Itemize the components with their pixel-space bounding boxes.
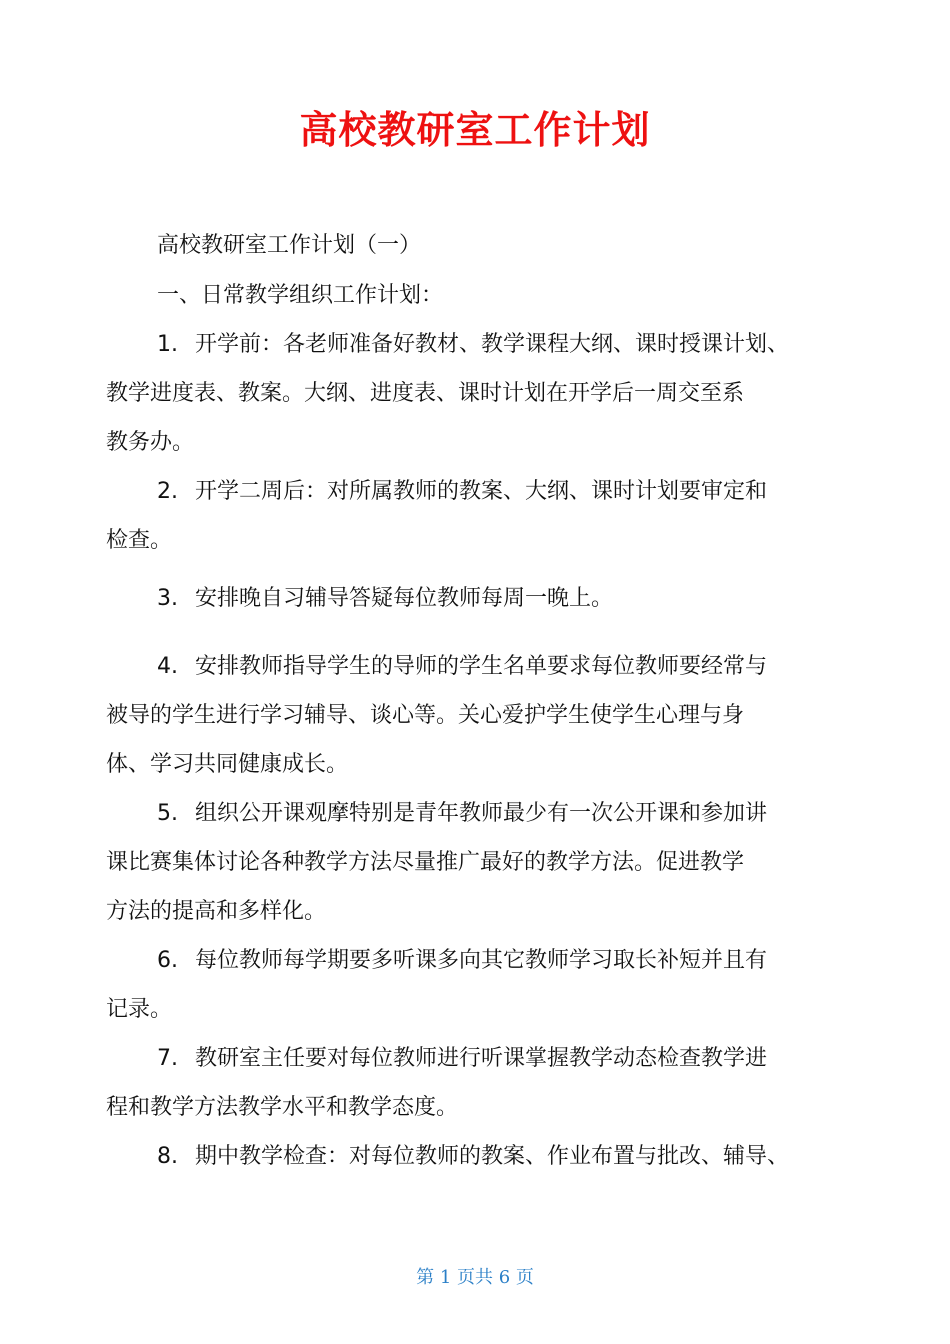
list-item-1	[157, 330, 789, 360]
item-number: 8.	[157, 1144, 178, 1169]
item-text-continued: 课比赛集体讨论各种教学方法尽量推广最好的教学方法。促进教学	[106, 850, 745, 875]
item-text-continued: 体、学习共同健康成长。	[106, 752, 349, 777]
item-number: 3.	[157, 586, 178, 611]
list-item-4	[157, 652, 767, 682]
list-item-2	[157, 477, 767, 507]
list-item-3	[157, 584, 613, 614]
item-text: 安排教师指导学生的导师的学生名单要求每位教师要经常与	[195, 654, 768, 679]
item-number: 1.	[157, 332, 178, 357]
item-number: 7.	[157, 1046, 178, 1071]
item-text: 开学前：各老师准备好教材、教学课程大纲、课时授课计划、	[195, 332, 790, 357]
subtitle: 高校教研室工作计划（一）	[157, 233, 422, 258]
item-number: 4.	[157, 654, 178, 679]
item-text-continued: 程和教学方法教学水平和教学态度。	[106, 1095, 459, 1120]
page-footer: 第 1 页共 6 页	[416, 1267, 534, 1288]
section-heading: 一、日常教学组织工作计划：	[157, 283, 444, 308]
item-text: 每位教师每学期要多听课多向其它教师学习取长补短并且有	[195, 948, 768, 973]
list-item-5	[157, 799, 767, 829]
item-text: 开学二周后：对所属教师的教案、大纲、课时计划要审定和	[195, 479, 768, 504]
item-text: 组织公开课观摩特别是青年教师最少有一次公开课和参加讲	[195, 801, 768, 826]
item-text-continued: 教学进度表、教案。大纲、进度表、课时计划在开学后一周交至系	[106, 381, 745, 406]
item-text: 教研室主任要对每位教师进行听课掌握教学动态检查教学进	[195, 1046, 768, 1071]
list-item-6	[157, 946, 767, 976]
item-text-continued: 检查。	[106, 528, 173, 553]
item-text-continued: 教务办。	[106, 430, 195, 455]
item-number: 5.	[157, 801, 178, 826]
list-item-7	[157, 1044, 767, 1074]
item-text-continued: 记录。	[106, 997, 173, 1022]
item-text: 安排晚自习辅导答疑每位教师每周一晚上。	[195, 586, 614, 611]
item-number: 6.	[157, 948, 178, 973]
item-text: 期中教学检查：对每位教师的教案、作业布置与批改、辅导、	[195, 1144, 790, 1169]
list-item-8	[157, 1142, 789, 1172]
page-title: 高校教研室工作计划	[299, 108, 651, 152]
item-text-continued: 被导的学生进行学习辅导、谈心等。关心爱护学生使学生心理与身	[106, 703, 745, 728]
item-number: 2.	[157, 479, 178, 504]
item-text-continued: 方法的提高和多样化。	[106, 899, 327, 924]
